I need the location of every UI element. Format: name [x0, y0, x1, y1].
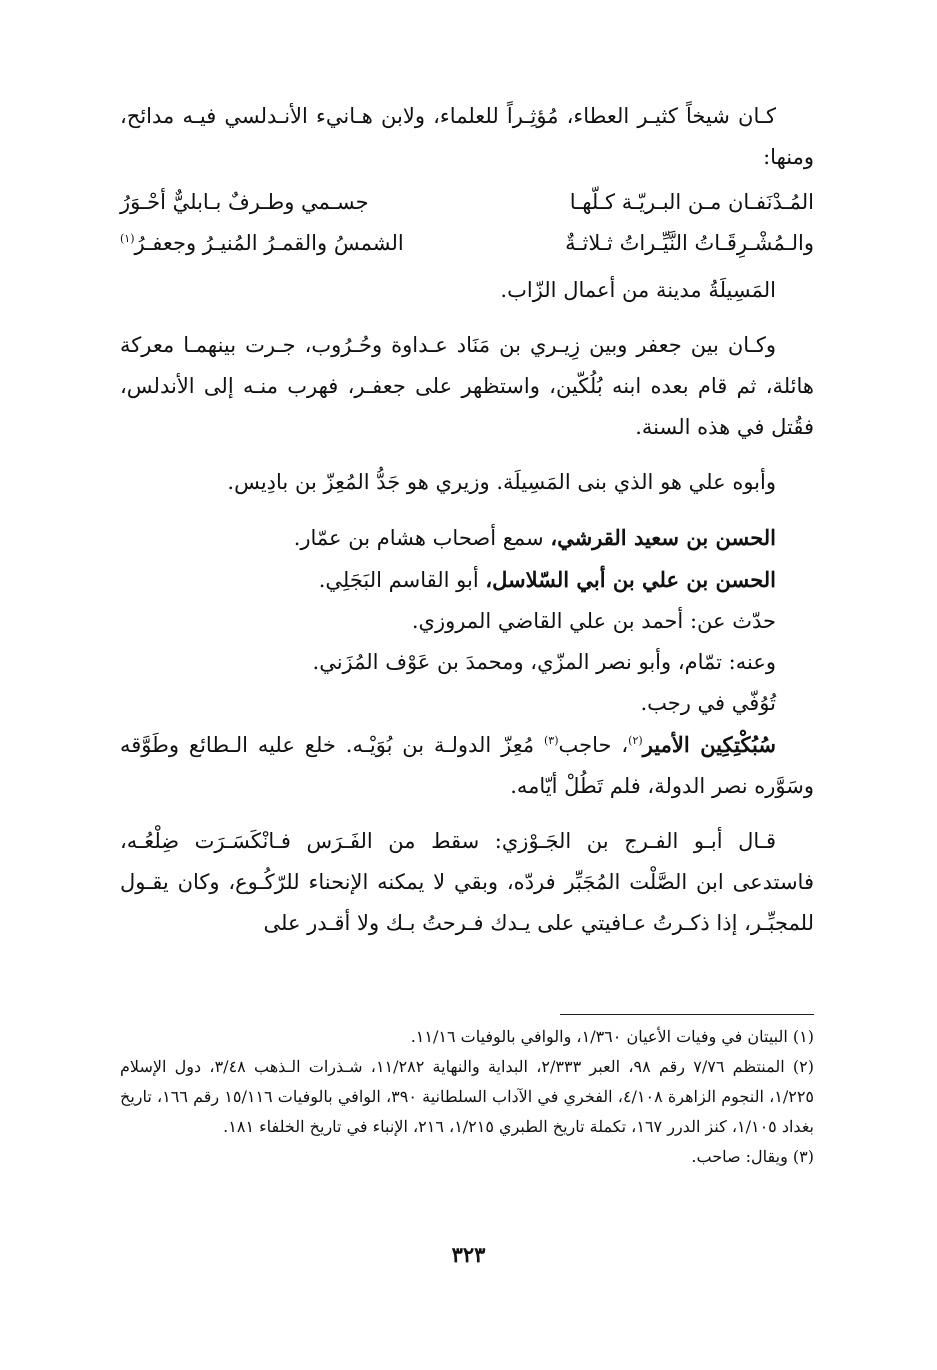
poem-hemistich: والـمُشْـرِقَـاتُ النَّيِّـراتُ ثـلاثـةٌ — [565, 231, 814, 255]
main-text — [120, 96, 814, 944]
entry-text: أبو القاسم البَجَلِي. — [318, 568, 486, 592]
entry-line: تُوُفّي في رجب. — [640, 691, 776, 715]
poem-line — [120, 223, 814, 264]
entry-name: سُبُكْتِكِين الأمير — [642, 732, 776, 757]
footnote: (٣) ويقال: صاحب. — [691, 1147, 814, 1166]
entry-text: سمع أصحاب هشام بن عمّار. — [293, 526, 551, 550]
poem-hemistich: المُـدْنَفـان مـن البـريّـة كـلّهـا — [569, 190, 814, 214]
poem-hemistich — [120, 223, 440, 264]
footnote: (١) البيتان في وفيات الأعيان ١/٣٦٠، والوافي بالوفيات ١١/١٦. — [410, 1027, 814, 1046]
footnote-divider — [560, 1014, 814, 1015]
poem-hemistich: جسـمي وطـرفٌ بـابليٌّ أحْـوَرُ — [120, 190, 369, 214]
entry-sebuktigin — [120, 724, 814, 807]
poem-hemistich-text: الشمسُ والقمـرُ المُنيـرُ وجعفـرُ — [134, 231, 404, 255]
entry-name: الحسن بن سعيد القرشي، — [550, 525, 776, 550]
entry-line: وعنه: تمّام، وأبو نصر المزّي، ومحمدَ بن عَوْف المُزَني. — [312, 650, 776, 674]
paragraph-father: وأبوه علي هو الذي بنى المَسِيلَة. وزيري هو جَدُّ المُعِزّ بن بادِيس. — [227, 470, 776, 494]
poem-line — [120, 182, 814, 223]
entry-hasan-qurashi — [120, 517, 814, 559]
paragraph-ibn-hani: كـان شيخاً كثيـر العطاء، مُؤثِـراً للعلماء، ولابن هـانيء الأنـدلسي فيـه مدائح، ومنها: — [120, 104, 814, 169]
footnote-marker: (٣) — [544, 734, 559, 747]
entry-hasan-salasil — [120, 559, 814, 601]
entry-text: ، حاجب — [558, 733, 629, 757]
entry-text: مُعِزّ الدولـة بن بُوَيْـه. خلع عليه الـطائع وطَوَّقه وسَوَّره نصر الدولة، فلم تَطُلْ أيّامه. — [120, 733, 814, 798]
footnote-marker: (٢) — [628, 734, 643, 747]
footnote-marker: (١) — [120, 232, 135, 245]
entry-line: حدّث عن: أحمد بن علي القاضي المروزي. — [411, 609, 776, 633]
page-number: ٣٢٣ — [451, 1242, 486, 1267]
paragraph-ziri: وكـان بين جعفر وبين زِيـري بن مَنَاد عـداوة وحُـرُوب، جـرت بينهمـا معركة هائلة، ثم قام بعده ابنه بُلُكّين، واستظهر على جعفـر، فهرب منـه إلى الأندلس، فقُتل في هذه السنة. — [120, 333, 814, 439]
entry-name: الحسن بن علي بن أبي السّلاسل، — [485, 567, 776, 592]
paragraph-masila: المَسِيلَةُ مدينة من أعمال الزّاب. — [500, 278, 776, 302]
footnote: (٢) المنتظم ٧/٧٦ رقم ٩٨، العبر ٢/٣٣٣، البداية والنهاية ١١/٢٨٢، شـذرات الـذهب ٣/٤٨، دول الإسلام ١/٢٢٥، النجوم الزاهرة ٤/١٠٨، الفخري في الآداب السلطانية ٣٩٠، الوافي بالوفيات ١٥/١١٦ رقم ١٦٦، تاريخ بغداد ١/١٠٥، كنز الدرر ١٦٧، تكملة تاريخ الطبري ١/٢١٥، ٢١٦، الإنباء في تاريخ الخلفاء ١٨١. — [120, 1057, 815, 1136]
paragraph-ibn-jawzi: قـال أبـو الفـرج بن الجَـوْزي: سقط من الفَـرَس فـانْكَسَـرَت ضِلْعُـه، فاستدعى ابن الصَّلْت المُجَبِّر فردّه، وبقي لا يمكنه الإنحناء للرّكُـوع، وكان يقـول للمجبِّـر، إذا ذكـرتُ عـافيتي على يـدك فـرحتُ بـك ولا أقـدر على — [120, 829, 814, 935]
footnotes — [120, 1022, 814, 1172]
poem — [120, 182, 814, 264]
